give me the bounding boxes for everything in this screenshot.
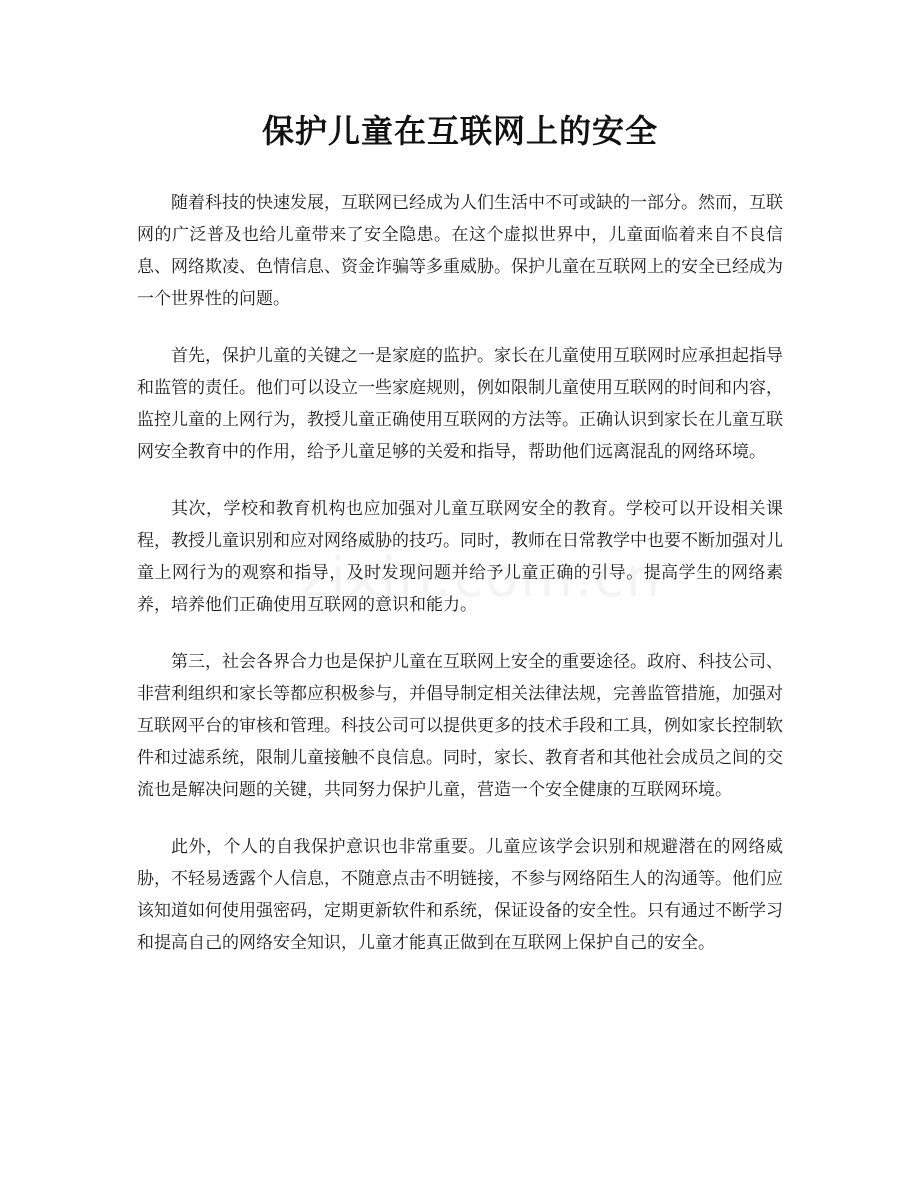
paragraph-family-supervision: 首先，保护儿童的关键之一是家庭的监护。家长在儿童使用互联网时应承担起指导和监管的责任。他们可以设立一些家庭规则，例如限制儿童使用互联网的时间和内容，监控儿童的上网行为，教授儿童正确使用互联网的方法等。正确认识到家长在儿童互联网安全教育中的作用，给予儿童足够的关爱和指导，帮助他们远离混乱的网络环境。 [137, 346, 783, 462]
paragraph-school-education: 其次，学校和教育机构也应加强对儿童互联网安全的教育。学校可以开设相关课程，教授儿童识别和应对网络威胁的技巧。同时，教师在日常教学中也要不断加强对儿童上网行为的观察和指导，及时发现问题并给予儿童正确的引导。提高学生的网络素养，培养他们正确使用互联网的意识和能力。 [137, 499, 783, 615]
paragraph-society-cooperation: 第三，社会各界合力也是保护儿童在互联网上安全的重要途径。政府、科技公司、非营利组织和家长等都应积极参与，并倡导制定相关法律法规，完善监管措施，加强对互联网平台的审核和管理。科技公司可以提供更多的技术手段和工具，例如家长控制软件和过滤系统，限制儿童接触不良信息。同时，家长、教育者和其他社会成员之间的交流也是解决问题的关键，共同努力保护儿童，营造一个安全健康的互联网环境。 [137, 652, 783, 800]
document-body [137, 187, 783, 959]
paragraph-self-protection: 此外，个人的自我保护意识也非常重要。儿童应该学会识别和规避潜在的网络威胁，不轻易透露个人信息，不随意点击不明链接，不参与网络陌生人的沟通等。他们应该知道如何使用强密码，定期更新软件和系统，保证设备的安全性。只有通过不断学习和提高自己的网络安全知识，儿童才能真正做到在互联网上保护自己的安全。 [137, 837, 783, 953]
paragraph-intro: 随着科技的快速发展，互联网已经成为人们生活中不可或缺的一部分。然而，互联网的广泛普及也给儿童带来了安全隐患。在这个虚拟世界中，儿童面临着来自不良信息、网络欺凌、色情信息、资金诈骗等多重威胁。保护儿童在互联网上的安全已经成为一个世界性的问题。 [137, 193, 783, 309]
document-title: 保护儿童在互联网上的安全 [261, 112, 658, 150]
